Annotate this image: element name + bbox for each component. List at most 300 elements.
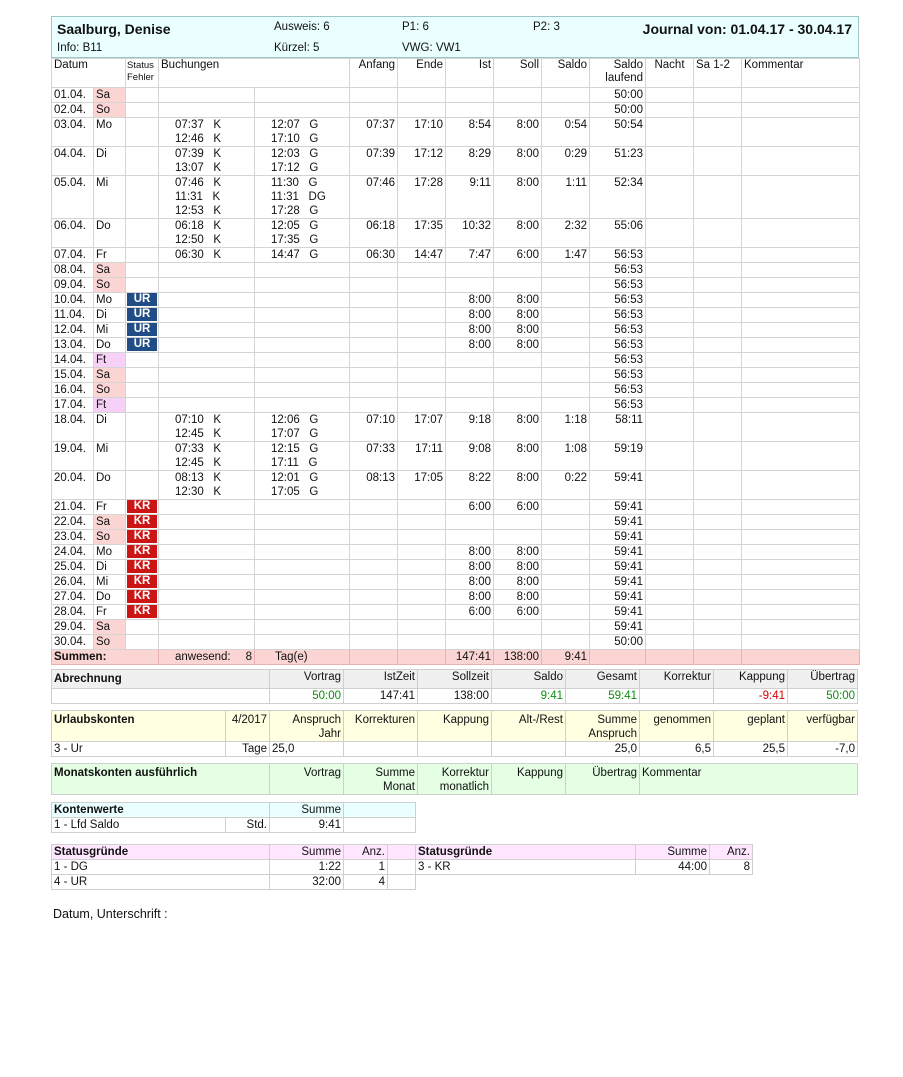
row-buchungen-kommen (159, 293, 255, 308)
row-soll: 8:00 (494, 118, 542, 147)
row-sa12 (694, 293, 742, 308)
row-ist: 7:47 (446, 248, 494, 263)
booking-entry: 17:11 G (271, 457, 318, 469)
row-kommentar (742, 278, 860, 293)
row-kommentar (742, 353, 860, 368)
row-sa12 (694, 383, 742, 398)
row-status (126, 413, 159, 442)
row-saldo (542, 605, 590, 620)
statusgruende-right-table (415, 844, 753, 875)
table-row (52, 471, 860, 500)
row-saldo (542, 368, 590, 383)
row-sa12 (694, 442, 742, 471)
row-buchungen-kommen (159, 88, 255, 103)
row-kommentar (742, 620, 860, 635)
row-nacht (646, 590, 694, 605)
row-status (126, 620, 159, 635)
row-saldo-laufend: 52:34 (590, 176, 646, 219)
row-weekday: Ft (94, 398, 126, 413)
booking-entry: 17:05 G (271, 486, 319, 498)
row-soll: 8:00 (494, 219, 542, 248)
row-ist: 8:00 (446, 293, 494, 308)
row-status (126, 353, 159, 368)
booking-entry: 12:50 K (175, 234, 222, 246)
row-nacht (646, 103, 694, 118)
row-anfang (350, 88, 398, 103)
row-date: 07.04. (52, 248, 94, 263)
row-ist (446, 515, 494, 530)
row-date: 27.04. (52, 590, 94, 605)
row-buchungen-kommen (159, 308, 255, 323)
row-buchungen-gehen (255, 442, 350, 471)
status-left-row-sum: 1:22 (270, 860, 344, 875)
row-weekday: Sa (94, 515, 126, 530)
row-anfang (350, 620, 398, 635)
row-ende (398, 293, 446, 308)
row-buchungen-kommen (159, 263, 255, 278)
row-kommentar (742, 248, 860, 263)
row-ist: 8:29 (446, 147, 494, 176)
row-date: 30.04. (52, 635, 94, 650)
row-soll: 8:00 (494, 590, 542, 605)
row-ist: 6:00 (446, 500, 494, 515)
row-ende (398, 515, 446, 530)
row-saldo (542, 338, 590, 353)
monatskonten-table (51, 763, 858, 795)
row-saldo-laufend: 59:41 (590, 575, 646, 590)
row-saldo (542, 103, 590, 118)
table-row (416, 860, 753, 875)
status-left-row-anz: 1 (344, 860, 388, 875)
abrechnung-korrektur (640, 689, 714, 704)
urlaub-title: Urlaubskonten (52, 711, 226, 742)
booking-entry: 07:10 K (175, 414, 222, 426)
urlaub-summe: 25,0 (566, 742, 640, 757)
row-status (126, 308, 159, 323)
row-saldo-laufend: 50:00 (590, 88, 646, 103)
row-buchungen-gehen (255, 590, 350, 605)
row-sa12 (694, 545, 742, 560)
table-row (52, 353, 860, 368)
journal-table (51, 58, 860, 665)
row-saldo: 0:22 (542, 471, 590, 500)
abrechnung-sollzeit: 138:00 (418, 689, 492, 704)
monat-h-summe-2: Monat (383, 781, 415, 793)
row-saldo-laufend: 56:53 (590, 323, 646, 338)
row-buchungen-gehen (255, 248, 350, 263)
booking-entry: 12:03 G (271, 148, 319, 160)
row-buchungen-kommen (159, 118, 255, 147)
row-buchungen-gehen (255, 500, 350, 515)
row-saldo (542, 620, 590, 635)
row-anfang (350, 353, 398, 368)
row-buchungen-gehen (255, 545, 350, 560)
row-buchungen-kommen (159, 219, 255, 248)
row-soll: 8:00 (494, 323, 542, 338)
col-soll: Soll (494, 59, 542, 88)
row-status (126, 176, 159, 219)
row-status (126, 323, 159, 338)
row-kommentar (742, 219, 860, 248)
journal-period: Journal von: 01.04.17 - 30.04.17 (642, 21, 852, 37)
row-date: 13.04. (52, 338, 94, 353)
booking-entry: 14:47 G (271, 249, 319, 261)
p2-label: P2: 3 (533, 21, 560, 33)
table-row (52, 323, 860, 338)
booking-entry: 07:39 K (175, 148, 222, 160)
row-date: 18.04. (52, 413, 94, 442)
urlaub-h-genommen: genommen (640, 711, 714, 742)
status-badge: UR (127, 338, 157, 351)
row-sa12 (694, 605, 742, 620)
row-sa12 (694, 248, 742, 263)
row-weekday: Do (94, 471, 126, 500)
row-saldo: 0:54 (542, 118, 590, 147)
row-anfang: 07:33 (350, 442, 398, 471)
row-status (126, 383, 159, 398)
booking-entry: 13:07 K (175, 162, 222, 174)
row-anfang (350, 338, 398, 353)
row-sa12 (694, 368, 742, 383)
row-ende (398, 88, 446, 103)
urlaub-kappung (418, 742, 492, 757)
row-anfang (350, 545, 398, 560)
row-kommentar (742, 515, 860, 530)
row-weekday: Do (94, 219, 126, 248)
row-buchungen-kommen (159, 413, 255, 442)
urlaub-h-summe-2: Anspruch (588, 728, 637, 740)
row-kommentar (742, 368, 860, 383)
row-saldo-laufend: 58:11 (590, 413, 646, 442)
row-saldo-laufend: 59:41 (590, 500, 646, 515)
row-sa12 (694, 590, 742, 605)
row-weekday: So (94, 635, 126, 650)
booking-entry: 12:30 K (175, 486, 222, 498)
row-saldo-laufend: 50:00 (590, 635, 646, 650)
row-weekday: So (94, 530, 126, 545)
abrechnung-istzeit: 147:41 (344, 689, 418, 704)
row-soll: 8:00 (494, 308, 542, 323)
row-nacht (646, 323, 694, 338)
abrechnung-h-vortrag: Vortrag (270, 670, 344, 689)
row-date: 16.04. (52, 383, 94, 398)
row-ende (398, 605, 446, 620)
row-ende (398, 308, 446, 323)
booking-entry: 07:37 K (175, 119, 222, 131)
row-saldo (542, 515, 590, 530)
status-badge: KR (127, 575, 157, 588)
row-buchungen-gehen (255, 147, 350, 176)
row-sa12 (694, 338, 742, 353)
row-nacht (646, 147, 694, 176)
row-buchungen-gehen (255, 413, 350, 442)
row-soll (494, 530, 542, 545)
row-sa12 (694, 471, 742, 500)
status-badge: UR (127, 308, 157, 321)
row-ende (398, 263, 446, 278)
row-sa12 (694, 515, 742, 530)
row-anfang (350, 590, 398, 605)
row-sa12 (694, 219, 742, 248)
p1-label: P1: 6 (402, 21, 429, 33)
booking-entry: 12:53 K (175, 205, 222, 217)
row-ende (398, 103, 446, 118)
row-buchungen-gehen (255, 293, 350, 308)
konten-sum-label: Summe (270, 803, 344, 818)
status-badge: KR (127, 530, 157, 543)
row-saldo-laufend: 59:41 (590, 560, 646, 575)
urlaub-h-summe-1: Summe (597, 714, 637, 726)
booking-entry: 17:07 G (271, 428, 319, 440)
row-soll (494, 383, 542, 398)
row-kommentar (742, 308, 860, 323)
row-weekday: So (94, 383, 126, 398)
row-kommentar (742, 442, 860, 471)
row-weekday: Do (94, 338, 126, 353)
status-badge: KR (127, 590, 157, 603)
row-soll: 8:00 (494, 442, 542, 471)
abrechnung-uebertrag: 50:00 (788, 689, 858, 704)
row-anfang (350, 560, 398, 575)
row-date: 25.04. (52, 560, 94, 575)
booking-entry: 06:30 K (175, 249, 222, 261)
row-ende (398, 560, 446, 575)
urlaub-altrest (492, 742, 566, 757)
row-ist: 8:00 (446, 590, 494, 605)
row-anfang (350, 530, 398, 545)
table-row (52, 545, 860, 560)
row-saldo (542, 575, 590, 590)
col-status-fehler (126, 59, 159, 88)
row-buchungen-kommen (159, 383, 255, 398)
table-row (52, 338, 860, 353)
row-anfang (350, 278, 398, 293)
row-weekday: So (94, 278, 126, 293)
row-status (126, 530, 159, 545)
row-ist (446, 353, 494, 368)
row-buchungen-kommen (159, 515, 255, 530)
row-nacht (646, 635, 694, 650)
row-saldo-laufend: 59:41 (590, 605, 646, 620)
row-date: 04.04. (52, 147, 94, 176)
row-nacht (646, 515, 694, 530)
table-row (52, 620, 860, 635)
col-saldo: Saldo (542, 59, 590, 88)
row-date: 01.04. (52, 88, 94, 103)
row-buchungen-gehen (255, 263, 350, 278)
row-saldo (542, 398, 590, 413)
row-soll: 6:00 (494, 248, 542, 263)
row-anfang (350, 263, 398, 278)
row-buchungen-kommen (159, 560, 255, 575)
row-anfang (350, 368, 398, 383)
booking-entry: 11:31 DG (271, 191, 326, 203)
row-soll: 8:00 (494, 575, 542, 590)
row-saldo (542, 545, 590, 560)
urlaub-h-anspruch-2: Jahr (318, 728, 341, 740)
status-badge: UR (127, 323, 157, 336)
row-nacht (646, 545, 694, 560)
row-saldo (542, 293, 590, 308)
status-right-row-anz: 8 (710, 860, 753, 875)
booking-entry: 17:12 G (271, 162, 319, 174)
col-anfang: Anfang (350, 59, 398, 88)
col-buchungen: Buchungen (159, 59, 350, 88)
row-saldo-laufend: 51:23 (590, 147, 646, 176)
row-sa12 (694, 560, 742, 575)
row-nacht (646, 88, 694, 103)
row-ist: 8:54 (446, 118, 494, 147)
row-saldo-laufend: 56:53 (590, 398, 646, 413)
table-row (52, 88, 860, 103)
table-row (52, 575, 860, 590)
row-buchungen-kommen (159, 530, 255, 545)
row-saldo: 0:29 (542, 147, 590, 176)
abrechnung-h-istzeit: IstZeit (344, 670, 418, 689)
col-kommentar: Kommentar (742, 59, 860, 88)
row-anfang (350, 515, 398, 530)
row-kommentar (742, 88, 860, 103)
row-date: 14.04. (52, 353, 94, 368)
table-row (52, 635, 860, 650)
journal-header (51, 16, 859, 58)
booking-entry: 06:18 K (175, 220, 222, 232)
row-saldo-laufend: 59:41 (590, 530, 646, 545)
row-kommentar (742, 147, 860, 176)
summen-label: Summen: (52, 650, 159, 665)
row-buchungen-gehen (255, 605, 350, 620)
table-row (52, 515, 860, 530)
row-anfang (350, 308, 398, 323)
monat-h-korrektur-1: Korrektur (441, 767, 489, 779)
status-right-title: Statusgründe (416, 845, 636, 860)
status-badge: KR (127, 515, 157, 528)
row-soll (494, 278, 542, 293)
row-status (126, 338, 159, 353)
row-status (126, 442, 159, 471)
row-kommentar (742, 176, 860, 219)
row-soll (494, 620, 542, 635)
row-kommentar (742, 338, 860, 353)
row-sa12 (694, 530, 742, 545)
booking-entry: 17:10 G (271, 133, 319, 145)
row-soll (494, 635, 542, 650)
row-buchungen-kommen (159, 398, 255, 413)
row-buchungen-kommen (159, 147, 255, 176)
booking-entry: 11:30 G (271, 177, 318, 189)
row-date: 28.04. (52, 605, 94, 620)
monat-h-uebertrag: Übertrag (566, 764, 640, 795)
table-header-row (52, 59, 860, 88)
kuerzel-label: Kürzel: 5 (274, 42, 320, 54)
row-buchungen-gehen (255, 323, 350, 338)
row-kommentar (742, 263, 860, 278)
row-soll: 8:00 (494, 471, 542, 500)
urlaub-h-geplant: geplant (714, 711, 788, 742)
urlaubskonten-table (51, 710, 858, 757)
booking-entry: 12:45 K (175, 457, 222, 469)
row-nacht (646, 118, 694, 147)
status-badge: UR (127, 293, 157, 306)
booking-entry: 17:35 G (271, 234, 319, 246)
row-anfang: 08:13 (350, 471, 398, 500)
row-status (126, 118, 159, 147)
row-status (126, 368, 159, 383)
row-status (126, 147, 159, 176)
summen-anwesend (159, 650, 255, 665)
row-ist (446, 620, 494, 635)
row-ist: 9:08 (446, 442, 494, 471)
row-kommentar (742, 545, 860, 560)
row-saldo-laufend: 56:53 (590, 278, 646, 293)
summen-tage: Tag(e) (255, 650, 350, 665)
col-ist: Ist (446, 59, 494, 88)
row-date: 11.04. (52, 308, 94, 323)
row-weekday: Di (94, 308, 126, 323)
row-ist: 10:32 (446, 219, 494, 248)
row-status (126, 398, 159, 413)
row-sa12 (694, 278, 742, 293)
row-nacht (646, 560, 694, 575)
row-ist (446, 278, 494, 293)
row-status (126, 500, 159, 515)
status-left-row-label: 1 - DG (52, 860, 270, 875)
summen-soll: 138:00 (494, 650, 542, 665)
row-anfang: 07:39 (350, 147, 398, 176)
row-buchungen-gehen (255, 176, 350, 219)
row-buchungen-gehen (255, 575, 350, 590)
row-soll: 8:00 (494, 545, 542, 560)
row-kommentar (742, 398, 860, 413)
row-ende: 17:28 (398, 176, 446, 219)
row-saldo-laufend: 56:53 (590, 338, 646, 353)
abrechnung-title: Abrechnung (52, 670, 270, 689)
row-sa12 (694, 398, 742, 413)
row-anfang (350, 383, 398, 398)
status-right-sum-label: Summe (636, 845, 710, 860)
konten-title: Kontenwerte (52, 803, 270, 818)
status-badge: KR (127, 560, 157, 573)
table-row (52, 278, 860, 293)
row-buchungen-kommen (159, 575, 255, 590)
row-weekday: Do (94, 590, 126, 605)
row-sa12 (694, 413, 742, 442)
table-row (52, 383, 860, 398)
row-sa12 (694, 308, 742, 323)
row-ist (446, 398, 494, 413)
row-saldo (542, 323, 590, 338)
ausweis-label: Ausweis: 6 (274, 21, 330, 33)
row-weekday: Sa (94, 88, 126, 103)
row-date: 10.04. (52, 293, 94, 308)
row-saldo (542, 635, 590, 650)
summen-row (52, 650, 860, 665)
row-nacht (646, 308, 694, 323)
row-status (126, 605, 159, 620)
status-right-anz-label: Anz. (710, 845, 753, 860)
row-status (126, 219, 159, 248)
booking-entry: 07:46 K (175, 177, 222, 189)
row-buchungen-gehen (255, 560, 350, 575)
info-label: Info: B11 (57, 42, 103, 54)
abrechnung-saldo: 9:41 (492, 689, 566, 704)
vwg-label: VWG: VW1 (402, 42, 461, 54)
row-saldo-laufend: 56:53 (590, 248, 646, 263)
row-buchungen-kommen (159, 368, 255, 383)
row-sa12 (694, 88, 742, 103)
row-ist: 8:00 (446, 323, 494, 338)
row-saldo: 1:18 (542, 413, 590, 442)
